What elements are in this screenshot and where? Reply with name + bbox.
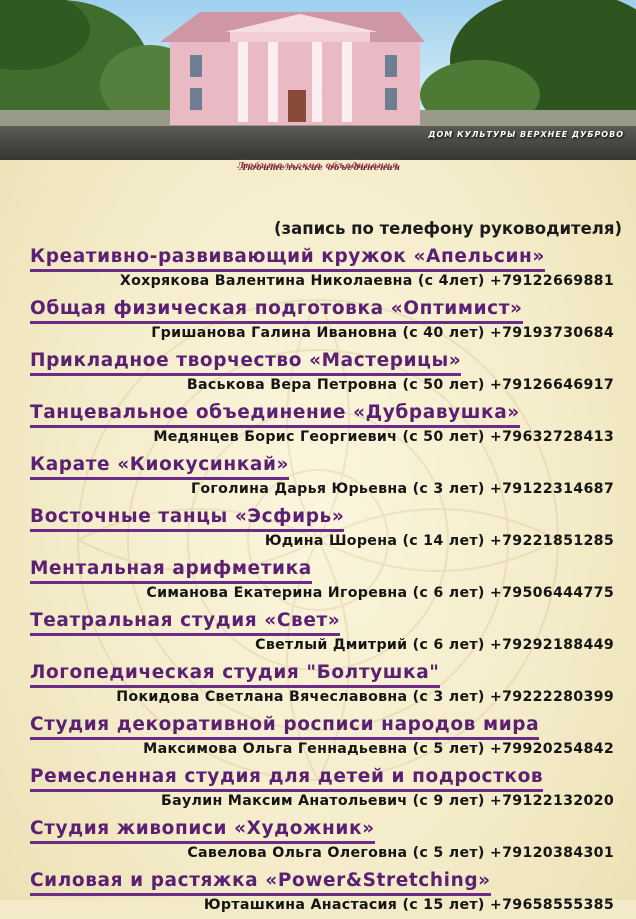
club-title: Карате «Киокусинкай» <box>30 453 289 480</box>
club-item <box>0 659 636 711</box>
club-list <box>0 243 636 919</box>
club-leader: Покидова Светлана Вячеславовна (с 3 лет) +79222280399 <box>116 689 614 705</box>
club-item <box>0 867 636 919</box>
club-leader: Юрташкина Анастасия (с 15 лет) +79658555385 <box>203 897 614 913</box>
club-leader: Гоголина Дарья Юрьевна (с 3 лет) +79122314687 <box>191 481 614 497</box>
club-leader: Светлый Дмитрий (с 6 лет) +79292188449 <box>255 637 614 653</box>
club-title: Студия живописи «Художник» <box>30 817 375 844</box>
club-leader: Васькова Вера Петровна (с 50 лет) +79126646917 <box>186 377 614 393</box>
club-title: Студия декоративной росписи народов мира <box>30 713 539 740</box>
club-leader: Хохрякова Валентина Николаевна (с 4лет) +79122669881 <box>119 273 614 289</box>
banner-title: ДОМ КУЛЬТУРЫ ВЕРХНЕЕ ДУБРОВО <box>428 130 624 139</box>
club-item <box>0 295 636 347</box>
club-title: Общая физическая подготовка «Оптимист» <box>30 297 523 324</box>
club-item <box>0 243 636 295</box>
club-title: Ментальная арифметика <box>30 557 312 584</box>
club-item <box>0 815 636 867</box>
club-item <box>0 607 636 659</box>
club-item <box>0 711 636 763</box>
club-leader: Юдина Шорена (с 14 лет) +79221851285 <box>264 533 614 549</box>
club-title: Креативно-развивающий кружок «Апельсин» <box>30 245 545 272</box>
club-item <box>0 763 636 815</box>
club-item <box>0 555 636 607</box>
club-title: Танцевальное объединение «Дубравушка» <box>30 401 520 428</box>
club-item <box>0 503 636 555</box>
club-leader: Савелова Ольга Олеговна (с 5 лет) +79120384301 <box>187 845 614 861</box>
club-leader: Гришанова Галина Ивановна (с 40 лет) +79193730684 <box>151 325 614 341</box>
club-leader: Медянцев Борис Георгиевич (с 50 лет) +79632728413 <box>153 429 614 445</box>
club-leader: Баулин Максим Анатольевич (с 9 лет) +79122132020 <box>160 793 614 809</box>
club-leader: Симанова Екатерина Игоревна (с 6 лет) +79506444775 <box>146 585 614 601</box>
club-title: Логопедическая студия "Болтушка" <box>30 661 440 688</box>
club-title: Силовая и растяжка «Power&Stretching» <box>30 869 491 896</box>
club-item <box>0 451 636 503</box>
club-item <box>0 399 636 451</box>
club-item <box>0 347 636 399</box>
page-subheading: (запись по телефону руководителя) <box>273 219 622 238</box>
club-title: Театральная студия «Свет» <box>30 609 340 636</box>
club-title: Прикладное творчество «Мастерицы» <box>30 349 461 376</box>
club-title: Ремесленная студия для детей и подростков <box>30 765 543 792</box>
club-title: Восточные танцы «Эсфирь» <box>30 505 344 532</box>
club-leader: Максимова Ольга Геннадьевна (с 5 лет) +79920254842 <box>143 741 614 757</box>
page-heading: Любительские объединения <box>237 160 399 170</box>
